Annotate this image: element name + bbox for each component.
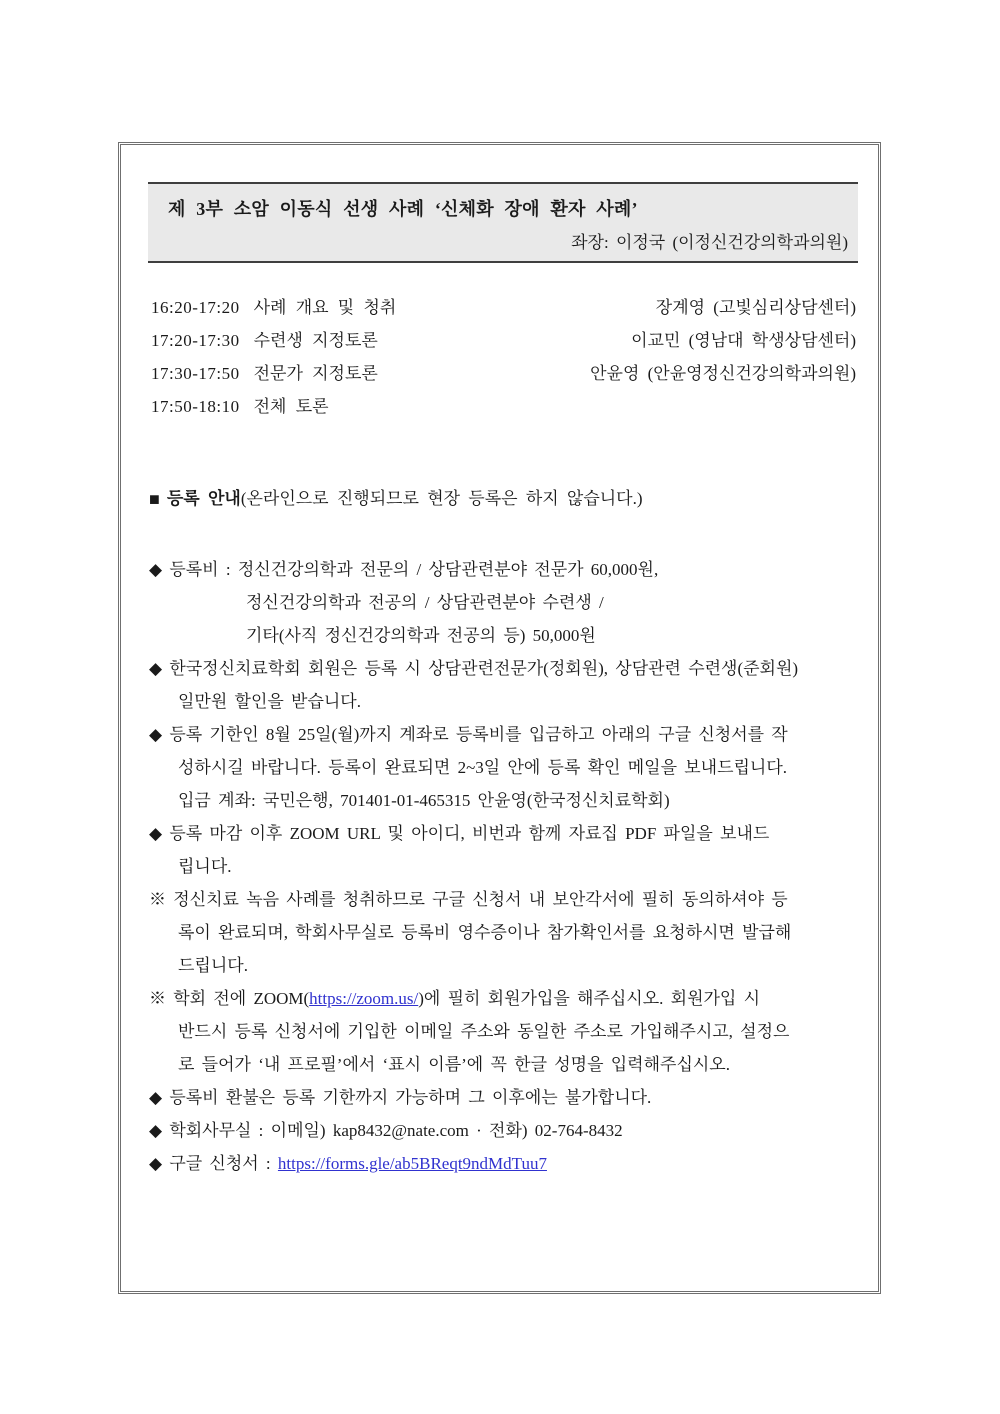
- square-bullet-icon: ■: [149, 489, 160, 509]
- registration-line: 로 들어가 ‘내 프로필’에서 ‘표시 이름’에 꼭 한글 성명을 입력해주십시오.: [178, 1055, 730, 1074]
- schedule-row: [151, 324, 856, 357]
- session-title: 제 3부 소암 이동식 선생 사례 ‘신체화 장애 환자 사례’: [168, 199, 638, 219]
- session-chair: 좌장: 이정국 (이정신건강의학과의원): [571, 233, 848, 252]
- schedule-time: 17:20-17:30: [151, 331, 240, 350]
- registration-line: ◆ 한국정신치료학회 회원은 등록 시 상담관련전문가(정회원), 상담관련 수련생(준회원): [149, 659, 799, 678]
- registration-line: 드립니다.: [178, 956, 248, 975]
- registration-line: 성하시길 바랍니다. 등록이 완료되면 2~3일 안에 등록 확인 메일을 보내드립니다.: [178, 758, 788, 777]
- registration-line: ◆ 등록 마감 이후 ZOOM URL 및 아이디, 비번과 함께 자료집 PDF 파일을 보내드: [149, 824, 770, 843]
- schedule-speaker: 이교민 (영남대 학생상담센터): [631, 331, 856, 350]
- registration-line: ※ 정신치료 녹음 사례를 청취하므로 구글 신청서 내 보안각서에 필히 동의하셔야 등: [149, 890, 788, 909]
- registration-heading-bold: 등록 안내: [166, 489, 241, 508]
- registration-line: 반드시 등록 신청서에 기입한 이메일 주소와 동일한 주소로 가입해주시고, 설정으: [178, 1022, 790, 1041]
- registration-heading-note: (온라인으로 진행되므로 현장 등록은 하지 않습니다.): [240, 489, 643, 508]
- hyperlink[interactable]: https://forms.gle/ab5BReqt9ndMdTuu7: [277, 1154, 547, 1173]
- schedule-time: 17:50-18:10: [151, 397, 240, 416]
- schedule-row: [151, 291, 856, 324]
- registration-line: 립니다.: [178, 857, 232, 876]
- registration-line: ◆ 구글 신청서 : https://forms.gle/ab5BReqt9ndMdTuu7: [149, 1154, 547, 1173]
- schedule-row: [151, 390, 856, 423]
- schedule-time: 17:30-17:50: [151, 364, 240, 383]
- schedule-item-title: 사례 개요 및 청취: [253, 298, 397, 317]
- registration-line: 일만원 할인을 받습니다.: [178, 692, 361, 711]
- registration-line: ◆ 등록비 환불은 등록 기한까지 가능하며 그 이후에는 불가합니다.: [149, 1088, 652, 1107]
- hyperlink[interactable]: https://zoom.us/: [309, 989, 419, 1008]
- schedule-item-title: 전문가 지정토론: [253, 364, 378, 383]
- schedule-item-title: 전체 토론: [253, 397, 329, 416]
- page-frame: [118, 142, 881, 1294]
- schedule-speaker: 안윤영 (안윤영정신건강의학과의원): [590, 364, 856, 383]
- registration-line: 록이 완료되며, 학회사무실로 등록비 영수증이나 참가확인서를 요청하시면 발급해: [178, 923, 792, 942]
- registration-line: 입금 계좌: 국민은행, 701401-01-465315 안윤영(한국정신치료학회): [178, 791, 670, 810]
- registration-line: ◆ 등록 기한인 8월 25일(월)까지 계좌로 등록비를 입금하고 아래의 구글 신청서를 작: [149, 725, 788, 744]
- registration-line: ◆ 학회사무실 : 이메일) kap8432@nate.com · 전화) 02-764-8432: [149, 1121, 623, 1140]
- registration-line: 기타(사직 정신건강의학과 전공의 등) 50,000원: [246, 626, 596, 645]
- registration-line: 정신건강의학과 전공의 / 상담관련분야 수련생 /: [246, 593, 604, 612]
- schedule-list: [151, 291, 856, 423]
- schedule-item-title: 수련생 지정토론: [253, 331, 378, 350]
- registration-line: ◆ 등록비 : 정신건강의학과 전문의 / 상담관련분야 전문가 60,000원,: [149, 560, 659, 579]
- session-header-box: [148, 182, 858, 263]
- schedule-time: 16:20-17:20: [151, 298, 240, 317]
- schedule-row: [151, 357, 856, 390]
- schedule-speaker: 장계영 (고빛심리상담센터): [655, 298, 856, 317]
- registration-line: ※ 학회 전에 ZOOM(https://zoom.us/)에 필히 회원가입을 해주십시오. 회원가입 시: [149, 989, 761, 1008]
- registration-heading: [149, 486, 859, 512]
- registration-list: [149, 553, 861, 1180]
